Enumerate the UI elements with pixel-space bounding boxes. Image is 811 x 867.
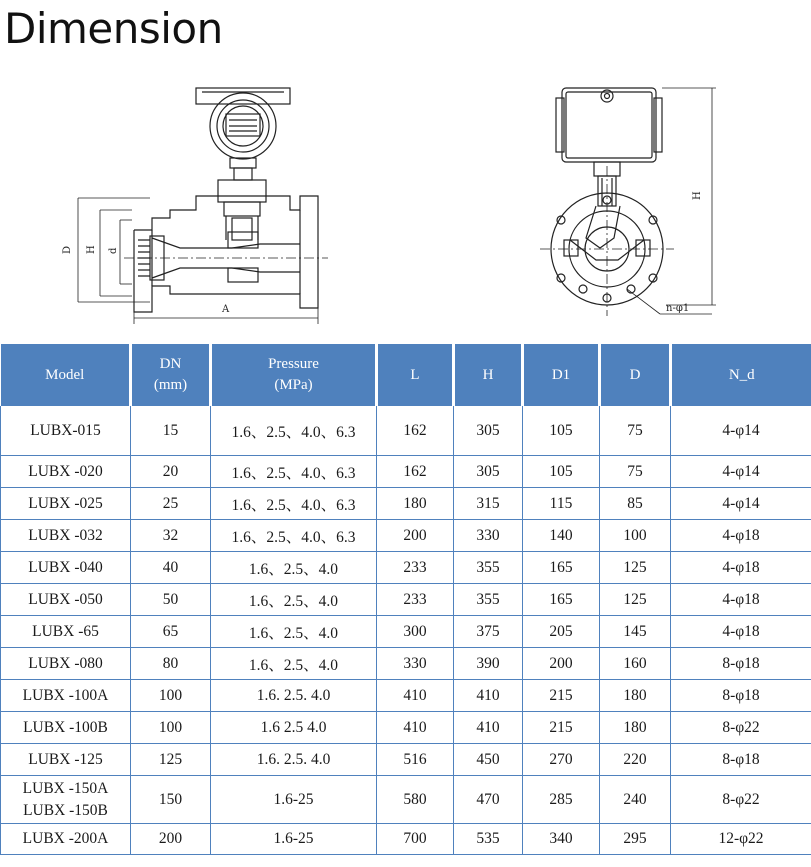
cell-pressure-text: 1.6-25 — [273, 830, 314, 847]
cell-l — [377, 824, 454, 855]
cell-nd — [671, 648, 811, 680]
cell-h — [454, 406, 523, 456]
cell-l — [377, 488, 454, 520]
cell-h — [454, 712, 523, 744]
cell-d-text: 100 — [623, 526, 647, 544]
cell-dn-text: 15 — [162, 421, 179, 439]
cell-dn-text: 65 — [162, 622, 179, 640]
cell-model-text: LUBX -200A — [22, 830, 109, 847]
cell-d1-text: 270 — [549, 750, 573, 768]
cell-pressure-text: 1.6、2.5、4.0 — [248, 656, 339, 674]
cell-l — [377, 584, 454, 616]
table-row — [1, 456, 811, 488]
header-d: D — [600, 344, 671, 406]
cell-dn-text: 100 — [158, 686, 183, 704]
cell-dn — [131, 552, 211, 584]
cell-l-text: 700 — [403, 830, 427, 847]
cell-pressure — [211, 744, 377, 776]
cell-dn — [131, 824, 211, 855]
cell-d-text: 75 — [627, 462, 643, 480]
cell-d1-text: 340 — [549, 830, 573, 847]
cell-h — [454, 680, 523, 712]
cell-pressure — [211, 520, 377, 552]
cell-d — [600, 824, 671, 855]
cell-pressure-text: 1.6、2.5、4.0、6.3 — [231, 528, 356, 546]
cell-model — [1, 712, 131, 744]
cell-d — [600, 776, 671, 824]
cell-dn-text: 80 — [162, 654, 179, 672]
cell-d1-text: 215 — [549, 686, 573, 704]
cell-d-text: 75 — [627, 421, 643, 439]
cell-pressure — [211, 488, 377, 520]
cell-l-text: 410 — [403, 718, 427, 736]
cell-d1 — [523, 712, 600, 744]
cell-nd — [671, 616, 811, 648]
cell-pressure — [211, 456, 377, 488]
cell-model-text: LUBX -032 — [28, 526, 103, 544]
cell-h-text: 410 — [476, 718, 500, 736]
cell-l-text: 300 — [403, 622, 427, 640]
cell-h-text: 305 — [476, 462, 500, 480]
dimension-drawing — [0, 70, 811, 342]
cell-nd-text: 8-φ22 — [722, 790, 760, 808]
cell-nd — [671, 712, 811, 744]
cell-d-text: 85 — [627, 494, 643, 512]
cell-model — [1, 520, 131, 552]
cell-h-text: 330 — [476, 526, 500, 544]
cell-l — [377, 456, 454, 488]
cell-d-text: 180 — [623, 686, 647, 704]
cell-l — [377, 680, 454, 712]
cell-d — [600, 406, 671, 456]
cell-d — [600, 456, 671, 488]
label-d: d — [108, 247, 119, 254]
cell-d — [600, 520, 671, 552]
cell-d1-text: 165 — [549, 590, 573, 608]
header-dn-unit: (mm) — [153, 377, 188, 393]
cell-model-text: LUBX -025 — [28, 494, 103, 512]
cell-d — [600, 552, 671, 584]
cell-dn — [131, 488, 211, 520]
cell-d1 — [523, 584, 600, 616]
cell-model — [1, 406, 131, 456]
cell-d-text: 125 — [623, 590, 647, 608]
cell-nd — [671, 584, 811, 616]
cell-nd — [671, 456, 811, 488]
cell-model-text: LUBX -080 — [28, 654, 103, 672]
cell-h — [454, 456, 523, 488]
cell-d-text: 180 — [623, 718, 647, 736]
label-n-phi: n-φ1 — [666, 303, 690, 314]
cell-l-text: 330 — [403, 654, 427, 672]
cell-model — [1, 648, 131, 680]
cell-d — [600, 648, 671, 680]
cell-model — [1, 680, 131, 712]
cell-dn-text: 100 — [158, 718, 183, 736]
cell-h — [454, 488, 523, 520]
cell-model-text: LUBX-015 — [30, 421, 101, 439]
cell-d1-text: 285 — [549, 790, 573, 808]
cell-nd-text: 4-φ18 — [722, 622, 760, 640]
cell-dn — [131, 712, 211, 744]
table-row — [1, 520, 811, 552]
cell-pressure — [211, 552, 377, 584]
cell-pressure — [211, 824, 377, 855]
cell-d-text: 145 — [623, 622, 647, 640]
cell-pressure-text: 1.6、2.5、4.0 — [248, 592, 339, 610]
cell-d-text: 160 — [623, 654, 647, 672]
table-row — [1, 744, 811, 776]
label-A: A — [222, 304, 230, 315]
cell-l-text: 180 — [403, 494, 427, 512]
cell-h-text: 410 — [476, 686, 500, 704]
cell-nd-text: 8-φ18 — [722, 654, 760, 672]
cell-h — [454, 776, 523, 824]
cell-dn — [131, 456, 211, 488]
cell-nd-text: 4-φ18 — [722, 526, 760, 544]
cell-h-text: 375 — [476, 622, 500, 640]
cell-h — [454, 584, 523, 616]
cell-d1-text: 215 — [549, 718, 573, 736]
table-row — [1, 824, 811, 855]
cell-nd-text: 8-φ22 — [722, 718, 760, 736]
cell-dn — [131, 648, 211, 680]
cell-dn-text: 125 — [158, 750, 183, 768]
cell-d1-text: 200 — [549, 654, 573, 672]
table-row — [1, 488, 811, 520]
cell-pressure — [211, 584, 377, 616]
table-row — [1, 680, 811, 712]
cell-dn-text: 32 — [162, 526, 179, 544]
cell-model — [1, 584, 131, 616]
cell-dn — [131, 680, 211, 712]
cell-dn-text: 20 — [162, 462, 179, 480]
cell-pressure — [211, 406, 377, 456]
cell-nd — [671, 776, 811, 824]
cell-d1 — [523, 824, 600, 855]
table-header-row — [1, 344, 811, 406]
cell-model-text: LUBX -040 — [28, 558, 103, 576]
header-model: Model — [1, 344, 131, 406]
header-pressure-label: Pressure — [268, 356, 319, 372]
cell-nd-text: 4-φ14 — [722, 494, 760, 512]
cell-l-text: 233 — [403, 590, 427, 608]
label-front-H: H — [692, 191, 703, 200]
cell-d1 — [523, 648, 600, 680]
cell-d1 — [523, 680, 600, 712]
cell-l-text: 162 — [403, 421, 427, 439]
cell-l — [377, 744, 454, 776]
side-view-drawing — [78, 88, 328, 324]
header-h: H — [454, 344, 523, 406]
cell-pressure-text: 1.6、2.5、4.0、6.3 — [231, 464, 356, 482]
cell-d — [600, 488, 671, 520]
cell-dn-text: 150 — [158, 790, 183, 808]
cell-h-text: 470 — [476, 790, 500, 808]
cell-model-text: LUBX -125 — [28, 750, 103, 768]
cell-model — [1, 488, 131, 520]
header-l: L — [377, 344, 454, 406]
cell-dn-text: 50 — [162, 590, 179, 608]
cell-l — [377, 712, 454, 744]
cell-h — [454, 552, 523, 584]
cell-model-text: LUBX -050 — [28, 590, 103, 608]
cell-model — [1, 824, 131, 855]
cell-l-text: 410 — [403, 686, 427, 704]
header-nd: N_d — [671, 344, 811, 406]
cell-model — [1, 776, 131, 824]
cell-nd-text: 12-φ22 — [718, 830, 764, 847]
cell-nd — [671, 520, 811, 552]
cell-l — [377, 552, 454, 584]
cell-l-text: 516 — [403, 750, 427, 768]
cell-dn-text: 200 — [158, 830, 183, 847]
cell-h-text: 315 — [476, 494, 500, 512]
table-row — [1, 648, 811, 680]
cell-pressure — [211, 648, 377, 680]
cell-model-text: LUBX -100A — [22, 686, 109, 704]
cell-h — [454, 744, 523, 776]
header-dn-label: DN — [159, 356, 182, 372]
cell-pressure-text: 1.6、2.5、4.0、6.3 — [231, 496, 356, 514]
cell-nd — [671, 406, 811, 456]
label-D: D — [62, 245, 73, 254]
header-d1: D1 — [523, 344, 600, 406]
cell-d1 — [523, 776, 600, 824]
cell-d-text: 295 — [623, 830, 647, 847]
cell-pressure — [211, 712, 377, 744]
cell-pressure — [211, 616, 377, 648]
cell-d-text: 240 — [623, 790, 647, 808]
cell-d1 — [523, 552, 600, 584]
page-title: Dimension — [4, 4, 223, 53]
cell-d1-text: 165 — [549, 558, 573, 576]
cell-d1-text: 205 — [549, 622, 573, 640]
cell-l — [377, 648, 454, 680]
cell-h-text: 535 — [476, 830, 500, 847]
cell-nd — [671, 744, 811, 776]
cell-l — [377, 616, 454, 648]
cell-h — [454, 648, 523, 680]
cell-nd — [671, 488, 811, 520]
cell-dn — [131, 616, 211, 648]
cell-nd-text: 8-φ18 — [722, 750, 760, 768]
cell-d1 — [523, 488, 600, 520]
header-dn — [131, 344, 211, 406]
cell-nd-text: 4-φ14 — [722, 462, 760, 480]
cell-l-text: 200 — [403, 526, 427, 544]
cell-dn — [131, 584, 211, 616]
cell-model-text: LUBX -020 — [28, 462, 103, 480]
table-row — [1, 584, 811, 616]
cell-pressure-text: 1.6 2.5 4.0 — [260, 718, 327, 736]
table-row — [1, 712, 811, 744]
cell-dn — [131, 406, 211, 456]
cell-dn-text: 40 — [162, 558, 179, 576]
cell-model-text: LUBX -150A — [22, 779, 109, 797]
cell-l — [377, 776, 454, 824]
cell-dn — [131, 744, 211, 776]
cell-pressure-text: 1.6、2.5、4.0 — [248, 560, 339, 578]
cell-d-text: 220 — [623, 750, 647, 768]
cell-d — [600, 744, 671, 776]
table-row — [1, 552, 811, 584]
cell-model — [1, 552, 131, 584]
table-row — [1, 776, 811, 824]
cell-dn-text: 25 — [162, 494, 179, 512]
cell-d1-text: 105 — [549, 462, 573, 480]
cell-pressure-text: 1.6. 2.5. 4.0 — [256, 686, 331, 704]
cell-d-text: 125 — [623, 558, 647, 576]
cell-pressure — [211, 680, 377, 712]
header-pressure — [211, 344, 377, 406]
cell-model-text: LUBX -65 — [32, 622, 99, 640]
cell-d1-text: 105 — [549, 421, 573, 439]
front-view-drawing — [540, 88, 716, 316]
cell-l — [377, 520, 454, 552]
cell-h — [454, 616, 523, 648]
label-H: H — [86, 245, 97, 254]
cell-d — [600, 616, 671, 648]
cell-d1 — [523, 406, 600, 456]
cell-model — [1, 744, 131, 776]
cell-l-text: 233 — [403, 558, 427, 576]
cell-model — [1, 616, 131, 648]
cell-d1 — [523, 520, 600, 552]
cell-nd-text: 4-φ18 — [722, 558, 760, 576]
cell-pressure — [211, 776, 377, 824]
table-row — [1, 406, 811, 456]
cell-d1 — [523, 456, 600, 488]
cell-nd — [671, 552, 811, 584]
cell-l-text: 162 — [403, 462, 427, 480]
cell-pressure-text: 1.6-25 — [273, 790, 314, 808]
cell-h-text: 355 — [476, 558, 500, 576]
cell-pressure-text: 1.6、2.5、4.0 — [248, 624, 339, 642]
cell-model-second-text: LUBX -150B — [23, 801, 108, 819]
cell-nd-text: 4-φ14 — [722, 421, 760, 439]
cell-nd-text: 8-φ18 — [722, 686, 760, 704]
cell-l — [377, 406, 454, 456]
cell-h-text: 390 — [476, 654, 500, 672]
cell-d — [600, 584, 671, 616]
table-row — [1, 616, 811, 648]
cell-pressure-text: 1.6、2.5、4.0、6.3 — [231, 423, 356, 441]
cell-d1-text: 140 — [549, 526, 573, 544]
dimension-table — [0, 344, 811, 855]
cell-model — [1, 456, 131, 488]
cell-nd — [671, 824, 811, 855]
cell-dn — [131, 776, 211, 824]
cell-nd-text: 4-φ18 — [722, 590, 760, 608]
cell-d1 — [523, 616, 600, 648]
cell-h-text: 450 — [476, 750, 500, 768]
cell-model-text: LUBX -100B — [23, 718, 108, 736]
cell-h-text: 355 — [476, 590, 500, 608]
cell-dn — [131, 520, 211, 552]
cell-h — [454, 824, 523, 855]
cell-l-text: 580 — [403, 790, 427, 808]
cell-d — [600, 712, 671, 744]
cell-pressure-text: 1.6. 2.5. 4.0 — [256, 750, 331, 768]
cell-d1 — [523, 744, 600, 776]
header-pressure-unit: (MPa) — [274, 377, 313, 393]
cell-d1-text: 115 — [549, 494, 573, 512]
cell-d — [600, 680, 671, 712]
cell-h — [454, 520, 523, 552]
cell-h-text: 305 — [476, 421, 500, 439]
cell-nd — [671, 680, 811, 712]
